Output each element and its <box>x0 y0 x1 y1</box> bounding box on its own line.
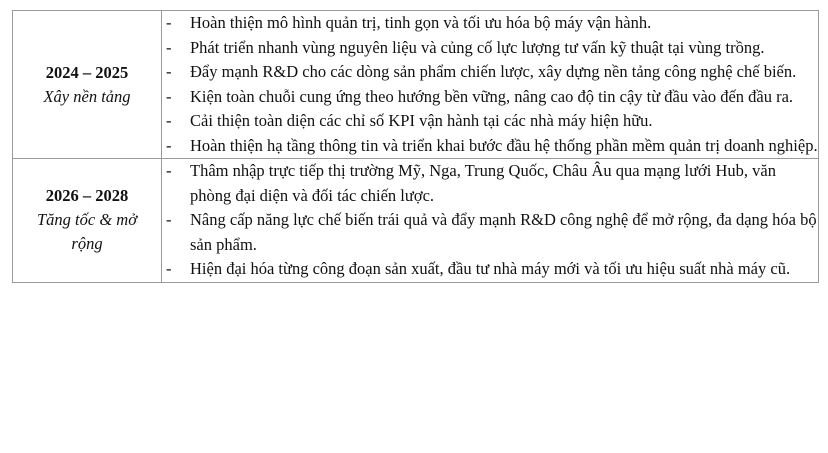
list-item-text: Hoàn thiện hạ tầng thông tin và triển khai bước đầu hệ thống phần mềm quản trị doanh nghiệp. <box>190 135 818 155</box>
list-item <box>162 134 818 159</box>
bullet-dash: - <box>166 210 172 229</box>
bullet-dash: - <box>166 62 172 81</box>
bullet-dash: - <box>166 86 172 106</box>
bullet-dash: - <box>166 37 172 57</box>
period-phase: Xây nền tảng <box>43 86 131 106</box>
list-item <box>162 208 818 257</box>
list-item <box>162 60 818 85</box>
bullet-dash: - <box>166 135 172 155</box>
content-cell <box>162 159 819 283</box>
table-row <box>13 11 819 159</box>
task-list <box>162 11 818 158</box>
period-phase: Tăng tốc & mở rộng <box>36 210 137 254</box>
list-item-text: Phát triển nhanh vùng nguyên liệu và củng cố lực lượng tư vấn kỹ thuật tại vùng trồng. <box>190 37 765 57</box>
bullet-dash: - <box>166 13 172 32</box>
bullet-dash: - <box>166 259 172 278</box>
list-item <box>162 109 818 134</box>
strategy-table <box>12 10 819 283</box>
list-item-text: Kiện toàn chuỗi cung ứng theo hướng bền vững, nâng cao độ tin cậy từ đầu vào đến đầu ra. <box>190 86 794 106</box>
period-years: 2024 – 2025 <box>45 62 129 82</box>
list-item-text: Thâm nhập trực tiếp thị trường Mỹ, Nga, Trung Quốc, Châu Âu qua mạng lưới Hub, văn phòng đại diện và đối tác chiến lược. <box>190 161 776 205</box>
list-item <box>162 85 818 110</box>
period-cell <box>13 159 162 283</box>
period-cell <box>13 11 162 159</box>
list-item <box>162 36 818 61</box>
task-list <box>162 159 818 282</box>
table-row <box>13 159 819 283</box>
list-item-text: Nâng cấp năng lực chế biến trái quả và đẩy mạnh R&D công nghệ để mở rộng, đa dạng hóa bộ sản phẩm. <box>190 210 817 254</box>
bullet-dash: - <box>166 111 172 130</box>
list-item-text: Đẩy mạnh R&D cho các dòng sản phẩm chiến lược, xây dựng nền tảng công nghệ chế biến. <box>190 62 797 81</box>
list-item-text: Hoàn thiện mô hình quản trị, tinh gọn và tối ưu hóa bộ máy vận hành. <box>190 13 652 32</box>
list-item <box>162 159 818 208</box>
list-item <box>162 257 818 282</box>
list-item-text: Cải thiện toàn diện các chỉ số KPI vận hành tại các nhà máy hiện hữu. <box>190 111 653 130</box>
period-years: 2026 – 2028 <box>45 186 129 206</box>
list-item-text: Hiện đại hóa từng công đoạn sản xuất, đầu tư nhà máy mới và tối ưu hiệu suất nhà máy cũ. <box>190 259 791 278</box>
content-cell <box>162 11 819 159</box>
bullet-dash: - <box>166 161 172 180</box>
list-item <box>162 11 818 36</box>
